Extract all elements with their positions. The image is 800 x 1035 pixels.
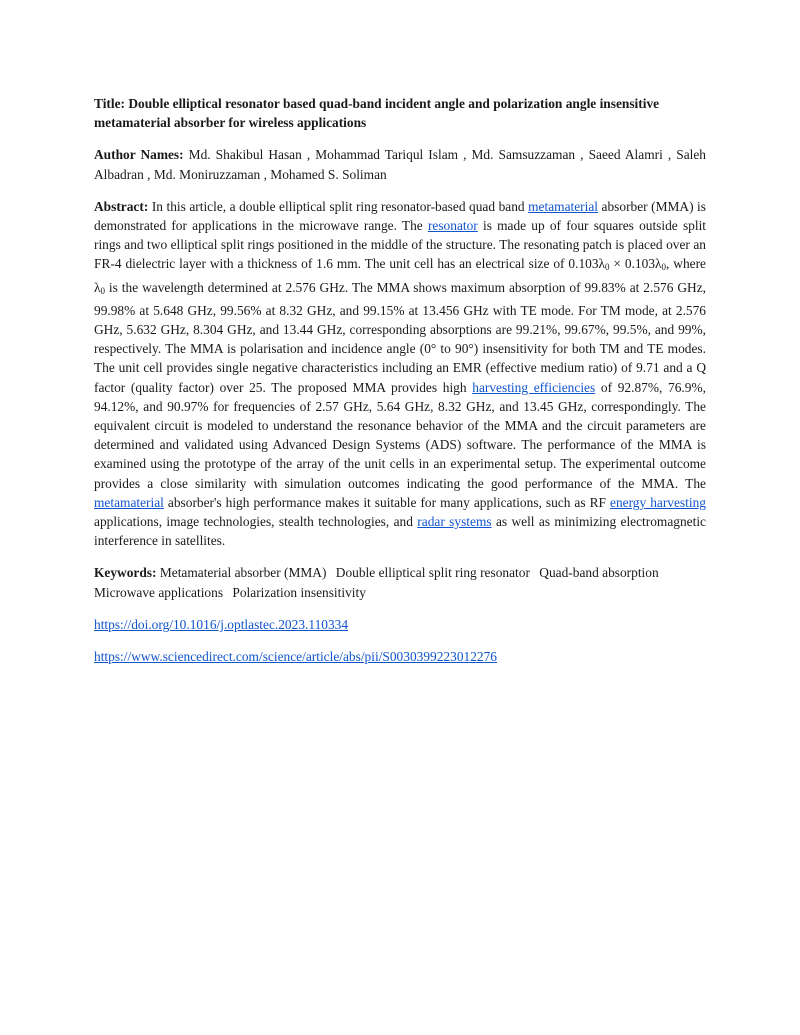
keyword-item: Microwave applications bbox=[94, 584, 224, 600]
doi-line bbox=[94, 615, 706, 634]
author-name: Md. Shakibul Hasan bbox=[188, 147, 302, 163]
sciencedirect-line bbox=[94, 647, 706, 666]
keyword-item: Quad-band absorption bbox=[539, 565, 659, 581]
author-name: Md. Samsuzzaman bbox=[471, 147, 576, 163]
keyword-item: Polarization insensitivity bbox=[232, 584, 366, 600]
resonator-link[interactable]: resonator bbox=[427, 218, 478, 234]
sciencedirect-link[interactable]: https://www.sciencedirect.com/science/article/abs/pii/S0030399223012276 bbox=[94, 649, 497, 665]
abstract-text: absorber's high performance makes it suitable for many applications, such as RF bbox=[167, 494, 606, 510]
abstract-paragraph bbox=[94, 197, 706, 551]
abstract-label: Abstract: bbox=[94, 198, 149, 214]
abstract-text: , where λ bbox=[94, 256, 706, 295]
energy-harvesting-link[interactable]: energy harvesting bbox=[610, 494, 706, 510]
authors-paragraph: Author Names: Md. Shakibul Hasan , Mohammad Tariqul Islam , Md. Samsuzzaman , Saeed Alamri , Saleh Albadran , Md. Moniruzzaman , Mohamed S. Soliman bbox=[94, 147, 706, 182]
subscript-zero: 0 bbox=[100, 285, 105, 296]
keywords-label: Keywords: bbox=[94, 565, 157, 581]
author-name: Saeed Alamri bbox=[588, 147, 663, 163]
harvesting-efficiencies-link[interactable]: harvesting efficiencies bbox=[472, 379, 596, 395]
abstract-text: absorber (MMA) is demonstrated for applications in the microwave range. The bbox=[94, 198, 706, 234]
author-name: Mohamed S. Soliman bbox=[270, 166, 387, 182]
authors-label: Author Names: bbox=[94, 147, 184, 163]
abstract-text: as well as minimizing electromagnetic interference in satellites. bbox=[94, 514, 707, 549]
title-label: Title: bbox=[94, 96, 125, 111]
subscript-zero: 0 bbox=[605, 262, 610, 273]
abstract-text: of 92.87%, 76.9%, 94.12%, and 90.97% for frequencies of 2.57 GHz, 5.64 GHz, 8.32 GHz, and 13.45 GHz, correspondingly. The equivalent circuit is modeled to understand the resonance behavior of the MMA and the circuit parameters are determined and validated using Advanced Design Systems (ADS) software. The performance of the MMA is examined using the prototype of the array of the unit cells in an experimental setup. The experimental outcome provides a close similarity with simulation outcomes indicating the good performance of the MMA. The bbox=[94, 379, 706, 491]
subscript-zero: 0 bbox=[661, 262, 667, 273]
title-text: Double elliptical resonator based quad-band incident angle and polarization angle insensitive metamaterial absorber for wireless applications bbox=[94, 96, 660, 131]
abstract-text: applications, image technologies, stealth technologies, and bbox=[94, 514, 413, 530]
abstract-text: × 0.103λ bbox=[609, 256, 662, 272]
author-name: Md. Moniruzzaman bbox=[153, 166, 261, 182]
radar-systems-link[interactable]: radar systems bbox=[417, 514, 492, 530]
doi-link[interactable]: https://doi.org/10.1016/j.optlastec.2023.110334 bbox=[94, 616, 349, 632]
keywords-paragraph bbox=[94, 563, 706, 601]
title-paragraph bbox=[94, 94, 706, 132]
keyword-item: Metamaterial absorber (MMA) bbox=[159, 565, 327, 581]
abstract-text: is the wavelength determined at 2.576 GHz. The MMA shows maximum absorption of 99.83% at 2.576 GHz, 99.98% at 5.648 GHz, 99.56% at 8.32 GHz, and 99.15% at 13.456 GHz with TE mode. For TM mode, at 2.576 GHz, 5.632 GHz, 8.304 GHz, and 13.44 GHz, corresponding absorptions are 99.21%, 99.67%, 99.5%, and 99%, respectively. The MMA is polarisation and incidence angle (0° to 90°) insensitivity for both TM and TE modes. The unit cell provides single negative characteristics including an EMR (effective medium ratio) of 9.71 and a Q factor (quality factor) over 25. The proposed MMA provides high bbox=[94, 279, 706, 395]
author-name: Saleh Albadran bbox=[94, 147, 706, 182]
abstract-text: In this article, a double elliptical split ring resonator-based quad band bbox=[151, 198, 525, 214]
metamaterial-link-2[interactable]: metamaterial bbox=[94, 494, 164, 510]
document-page bbox=[94, 94, 706, 679]
abstract-text: is made up of four squares outside split rings and two elliptical split rings positioned in the middle of the structure. The resonating patch is placed over an FR-4 dielectric layer with a thickness of 1.6 mm. The unit cell has an electrical size of 0.103λ bbox=[94, 218, 707, 272]
metamaterial-link[interactable]: metamaterial bbox=[528, 198, 599, 214]
keyword-item: Double elliptical split ring resonator bbox=[335, 565, 530, 581]
author-name: Mohammad Tariqul Islam bbox=[315, 147, 459, 163]
